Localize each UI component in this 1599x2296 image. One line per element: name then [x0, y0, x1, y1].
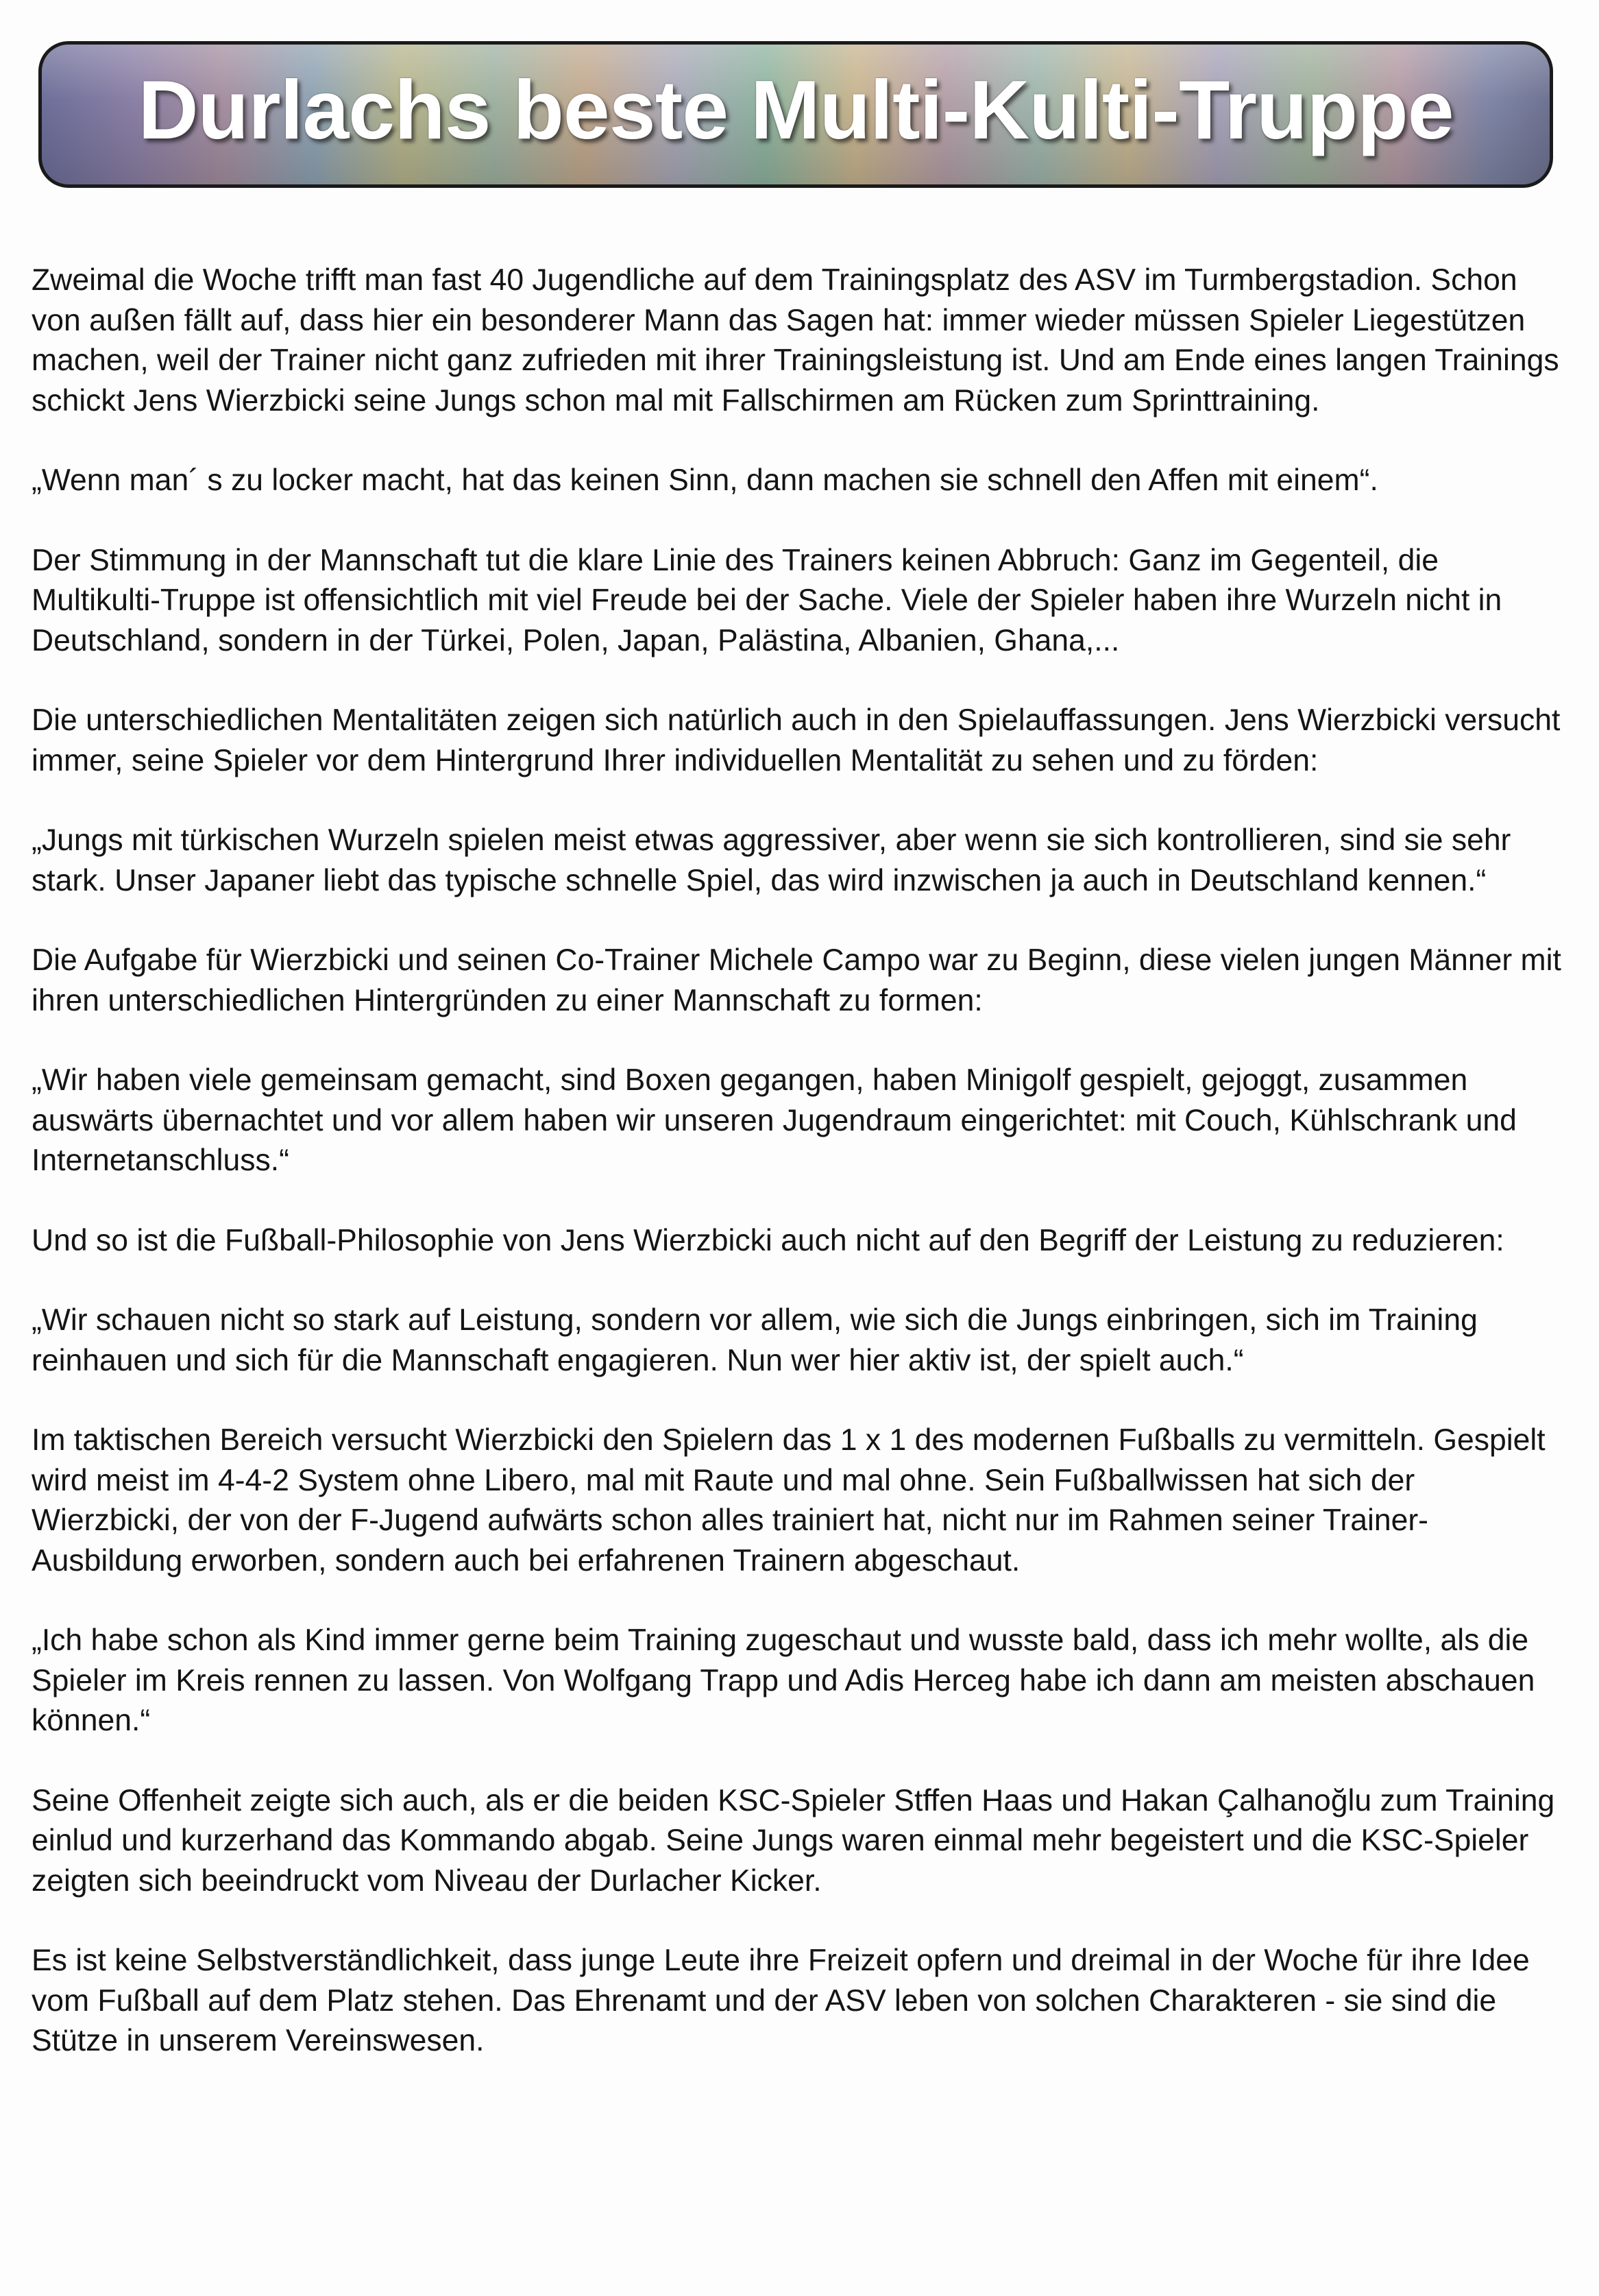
paragraph-intro: Zweimal die Woche trifft man fast 40 Jugendliche auf dem Trainingsplatz des ASV im Turmbergstadion. Schon von außen fällt auf, dass hier ein besonderer Mann das Sagen hat: immer wieder müssen Spieler Liegestützen machen, weil der Trainer nicht ganz zufrieden mit ihrer Trainingsleistung ist. Und am Ende eines langen Trainings schickt Jens Wierzbicki seine Jungs schon mal mit Fallschirmen am Rücken zum Sprinttraining. — [32, 263, 1559, 418]
paragraph-mentalitaeten: Die unterschiedlichen Mentalitäten zeigen sich natürlich auch in den Spielauffassungen. Jens Wierzbicki versucht immer, seine Spieler vor dem Hintergrund Ihrer individuellen Mentalität zu sehen und zu förden: — [32, 703, 1561, 777]
paragraph-quote-gemeinsam: „Wir haben viele gemeinsam gemacht, sind Boxen gegangen, haben Minigolf gespielt, gejoggt, zusammen auswärts übernachtet und vor allem haben wir unseren Jugendraum eingerichtet: mit Couch, Kühlschrank und Internetanschluss.“ — [32, 1063, 1517, 1177]
paragraph-quote-kind: „Ich habe schon als Kind immer gerne beim Training zugeschaut und wusste bald, dass ich mehr wollte, als die Spieler im Kreis rennen zu lassen. Von Wolfgang Trapp und Adis Herceg habe ich dann am meisten abschauen können.“ — [32, 1623, 1535, 1737]
paragraph-quote-leistung: „Wir schauen nicht so stark auf Leistung, sondern vor allem, wie sich die Jungs einbringen, sich im Training reinhauen und sich für die Mannschaft engagieren. Nun wer hier aktiv ist, der spielt auch.“ — [32, 1303, 1478, 1377]
paragraph-quote-locker: „Wenn man´ s zu locker macht, hat das keinen Sinn, dann machen sie schnell den Affen mit einem“. — [32, 463, 1378, 497]
paragraph-offenheit: Seine Offenheit zeigte sich auch, als er die beiden KSC-Spieler Stffen Haas und Hakan Çalhanoğlu zum Training einlud und kurzerhand das Kommando abgab. Seine Jungs waren einmal mehr begeistert und die KSC-Spieler zeigten sich beeindruckt vom Niveau der Durlacher Kicker. — [32, 1783, 1555, 1898]
article-body — [32, 261, 1570, 2101]
paragraph-quote-wurzeln: „Jungs mit türkischen Wurzeln spielen meist etwas aggressiver, aber wenn sie sich kontrollieren, sind sie sehr stark. Unser Japaner liebt das typische schnelle Spiel, das wird inzwischen ja auch in Deutschland kennen.“ — [32, 823, 1511, 897]
paragraph-ehrenamt: Es ist keine Selbstverständlichkeit, dass junge Leute ihre Freizeit opfern und dreimal in der Woche für ihre Idee vom Fußball auf dem Platz stehen. Das Ehrenamt und der ASV leben von solchen Charakteren - sie sind die Stütze in unserem Vereinswesen. — [32, 1944, 1530, 2057]
paragraph-philosophie: Und so ist die Fußball-Philosophie von Jens Wierzbicki auch nicht auf den Begriff der Leistung zu reduzieren: — [32, 1223, 1504, 1257]
title-banner — [38, 41, 1553, 188]
paragraph-aufgabe: Die Aufgabe für Wierzbicki und seinen Co-Trainer Michele Campo war zu Beginn, diese vielen jungen Männer mit ihren unterschiedlichen Hintergründen zu einer Mannschaft zu formen: — [32, 943, 1561, 1017]
page-title: Durlachs beste Multi-Kulti-Truppe — [138, 63, 1454, 156]
paragraph-taktik: Im taktischen Bereich versucht Wierzbicki den Spielern das 1 x 1 des modernen Fußballs zu vermitteln. Gespielt wird meist im 4-4-2 System ohne Libero, mal mit Raute und mal ohne. Sein Fußballwissen hat sich der Wierzbicki, der von der F-Jugend aufwärts schon alles trainiert hat, nicht nur im Rahmen seiner Trainer-Ausbildung erworben, sondern auch bei erfahrenen Trainern abgeschaut. — [32, 1423, 1546, 1578]
paragraph-stimmung: Der Stimmung in der Mannschaft tut die klare Linie des Trainers keinen Abbruch: Ganz im Gegenteil, die Multikulti-Truppe ist offensichtlich mit viel Freude bei der Sache. Viele der Spieler haben ihre Wurzeln nicht in Deutschland, sondern in der Türkei, Polen, Japan, Palästina, Albanien, Ghana,... — [32, 543, 1502, 657]
